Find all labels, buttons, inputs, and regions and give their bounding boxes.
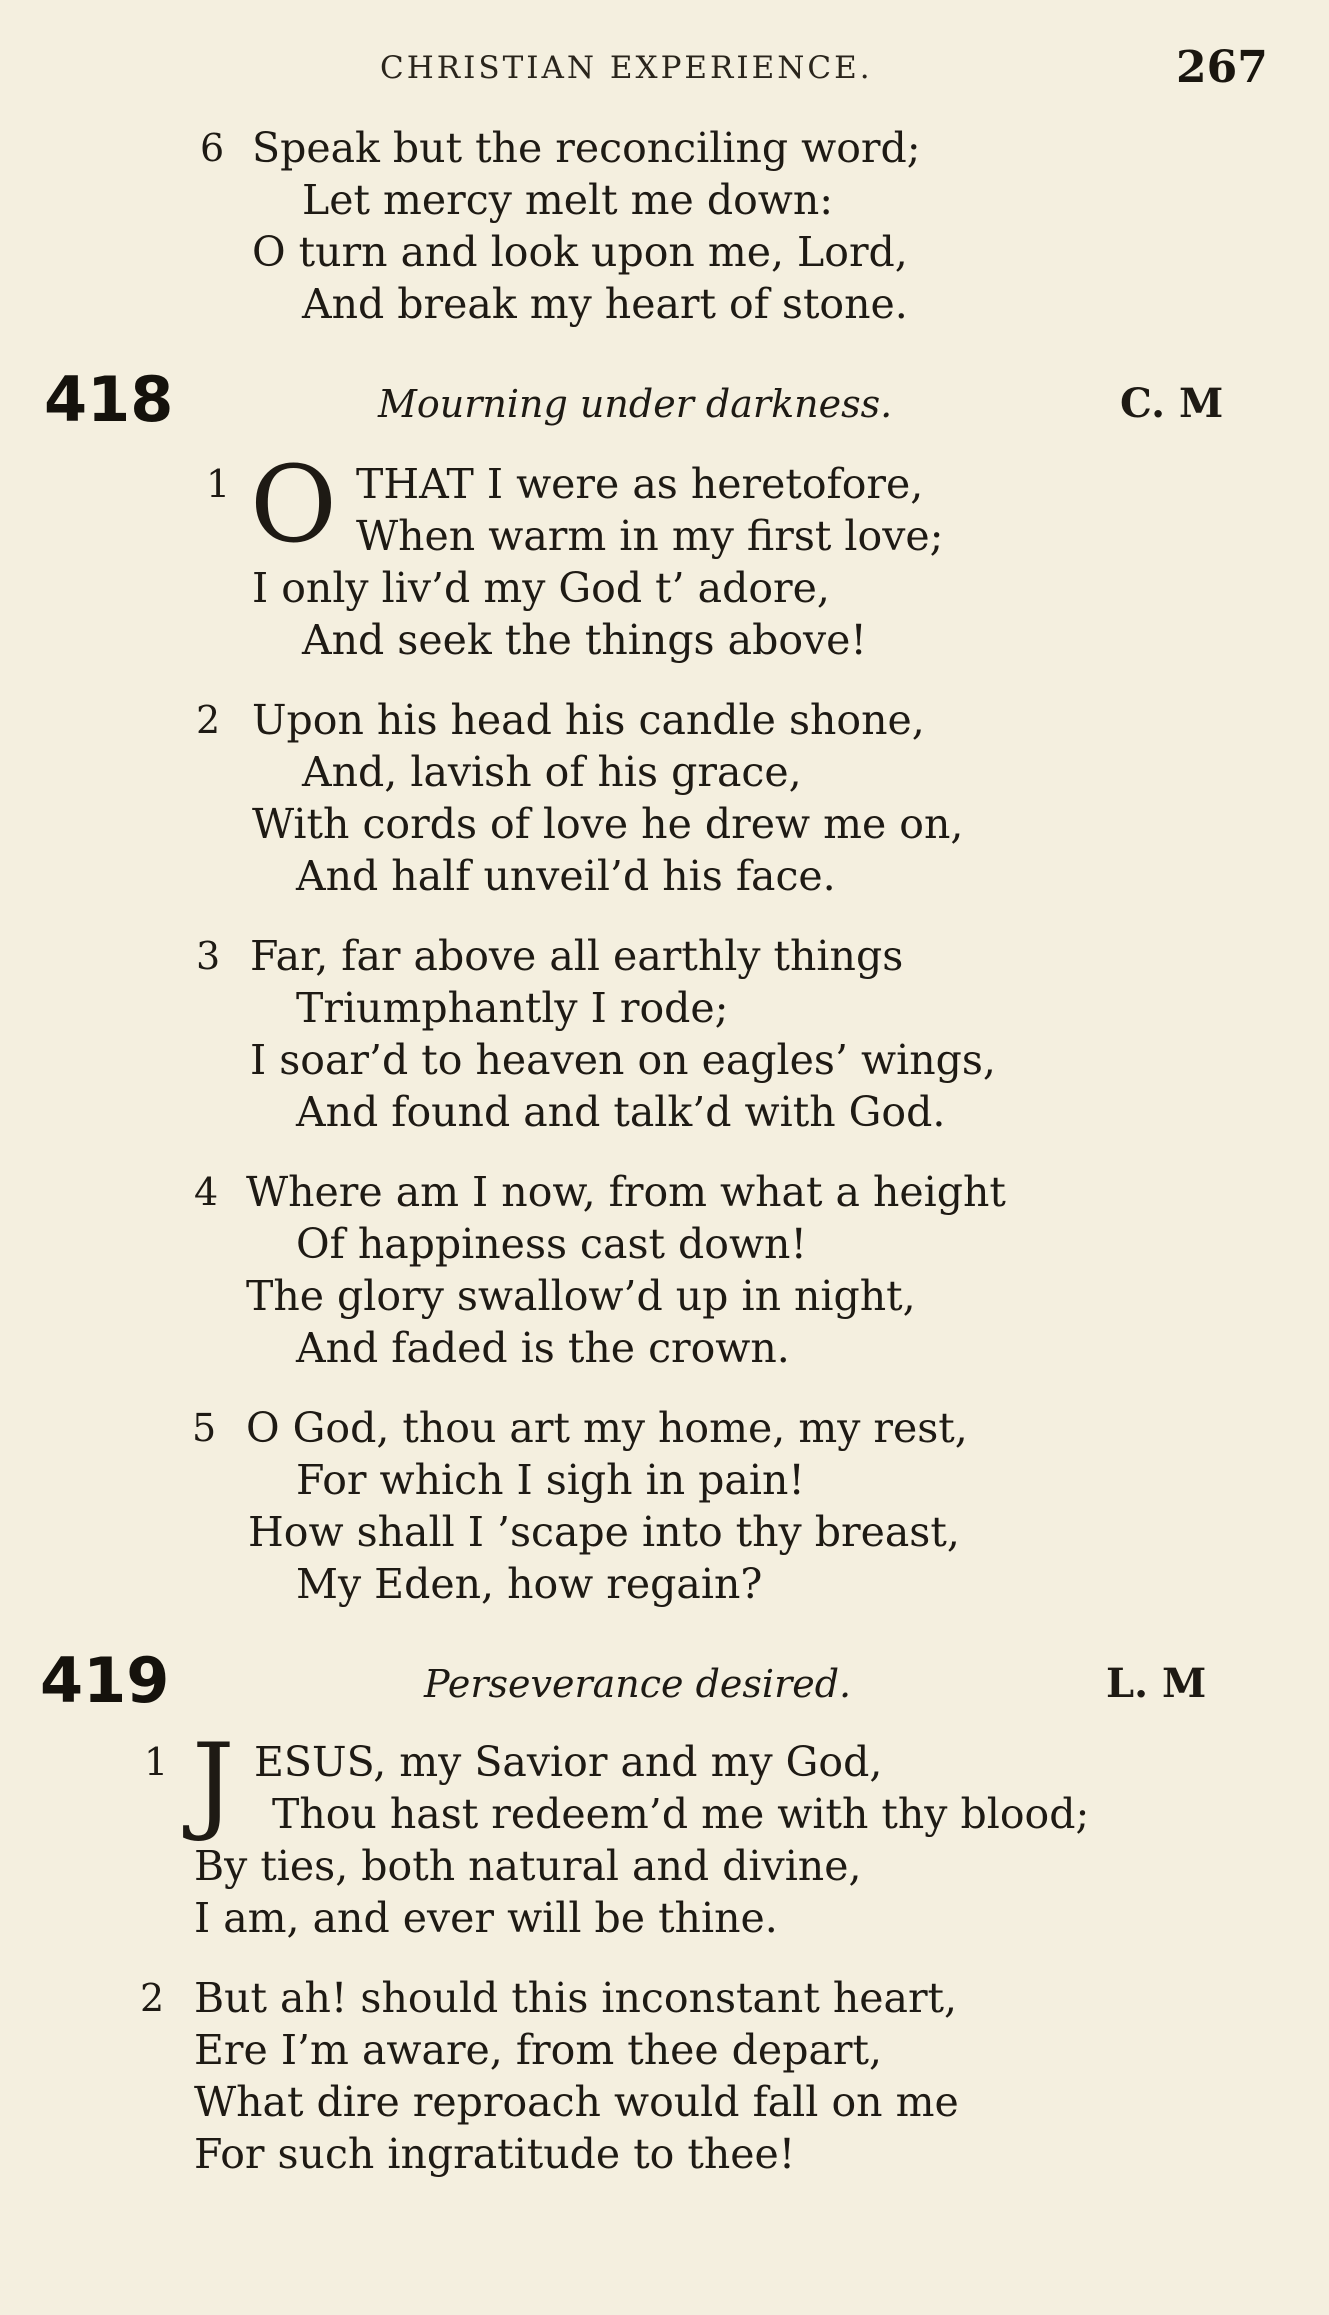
verse-line: Speak but the reconciling word; (252, 124, 921, 172)
verse-number: 6 (200, 126, 225, 170)
hymn-number: 418 (44, 363, 174, 436)
verse-line: And, lavish of his grace, (302, 748, 802, 796)
verse-number: 2 (140, 1976, 165, 2020)
hymn-number: 419 (40, 1644, 170, 1717)
verse-line: What dire reproach would fall on me (194, 2078, 959, 2126)
drop-cap: O (250, 443, 337, 566)
verse-line: Far, far above all earthly things (250, 932, 904, 980)
verse-line: ESUS, my Savior and my God, (254, 1738, 883, 1786)
verse-line: For such ingratitude to thee! (194, 2130, 796, 2178)
verse-line: My Eden, how regain? (296, 1560, 763, 1608)
verse-line: With cords of love he drew me on, (252, 800, 964, 848)
page-number: 267 (1176, 42, 1268, 93)
running-header: CHRISTIAN EXPERIENCE. (380, 50, 873, 86)
verse-line: I soar’d to heaven on eagles’ wings, (250, 1036, 996, 1084)
verse-line: When warm in my first love; (356, 512, 944, 560)
verse-number: 1 (144, 1740, 169, 1784)
drop-cap: J (192, 1721, 235, 1844)
verse-line: THAT I were as heretofore, (356, 460, 924, 508)
verse-line: By ties, both natural and divine, (194, 1842, 862, 1890)
verse-line: And break my heart of stone. (302, 280, 908, 328)
verse-line: Upon his head his candle shone, (252, 696, 925, 744)
verse-line: For which I sigh in pain! (296, 1456, 805, 1504)
verse-number: 5 (192, 1406, 217, 1450)
verse-number: 3 (196, 934, 221, 978)
verse-line: And seek the things above! (302, 616, 867, 664)
verse-line: How shall I ’scape into thy breast, (248, 1508, 960, 1556)
verse-number: 2 (196, 698, 221, 742)
verse-line: I am, and ever will be thine. (194, 1894, 778, 1942)
hymn-meter: L. M (1106, 1660, 1207, 1707)
verse-line: The glory swallow’d up in night, (246, 1272, 916, 1320)
verse-number: 1 (206, 462, 231, 506)
verse-line: Triumphantly I rode; (296, 984, 729, 1032)
verse-line: And half unveil’d his face. (296, 852, 836, 900)
verse-line: Let mercy melt me down: (302, 176, 834, 224)
verse-line: Ere I’m aware, from thee depart, (194, 2026, 882, 2074)
verse-line: I only liv’d my God t’ adore, (252, 564, 830, 612)
hymn-subject: Mourning under darkness. (378, 382, 893, 426)
hymn-meter: C. M (1120, 380, 1224, 427)
verse-line: And faded is the crown. (296, 1324, 790, 1372)
verse-line: And found and talk’d with God. (296, 1088, 946, 1136)
hymn-subject: Perseverance desired. (424, 1662, 852, 1706)
verse-line: Where am I now, from what a height (246, 1168, 1006, 1216)
verse-line: Of happiness cast down! (296, 1220, 807, 1268)
verse-line: Thou hast redeem’d me with thy blood; (272, 1790, 1090, 1838)
verse-line: But ah! should this inconstant heart, (194, 1974, 958, 2022)
verse-line: O turn and look upon me, Lord, (252, 228, 908, 276)
verse-line: O God, thou art my home, my rest, (246, 1404, 968, 1452)
verse-number: 4 (194, 1170, 219, 1214)
